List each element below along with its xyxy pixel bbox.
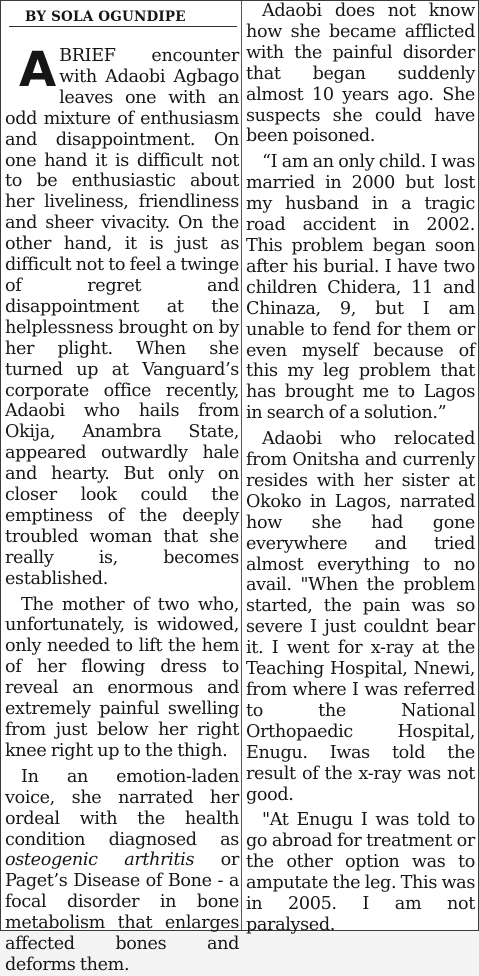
paragraph-3-text-b: or Paget’s Disease of Bone - a focal disorder in bone metabolism that enlarges affected bones and deforms them. xyxy=(5,850,239,975)
paragraph-5: “I am an only child. I was married in 2000 but lost my husband in a tragic road accident in 2002. This problem began soon after his burial. I have two children Chidera, 11 and Chinaza, 9, but I am unable to fend for them or even myself because of this my leg problem that has brought me to Lagos in search of a solution.” xyxy=(246,152,475,424)
lede-paragraph xyxy=(5,42,239,590)
paragraph-6: Adaobi who relocated from Onitsha and currenly resides with her sister at Okoko in Lagos, narrated how she had gone everywhere and tried almost everything to no avail. "When the problem started, the pain was so severe I just couldnt bear it. I went for x-ray at the Teaching Hospital, Nnewi, from where I was referred to the National Orthopaedic Hospital, Enugu. Iwas told the result of the x-ray was not good. xyxy=(246,429,475,805)
drop-cap: A xyxy=(19,42,57,98)
paragraph-2: The mother of two who, unfortunately, is widowed, only needed to lift the hem of her flowing dress to reveal an enormous and extremely painful swelling from just below her right knee right up to the thigh. xyxy=(5,594,239,761)
paragraph-3-term: osteogenic arthritis xyxy=(5,850,195,871)
paragraph-3-text-a: In an emotion-laden voice, she narrated her ordeal with the health condition diagnosed as xyxy=(5,766,239,850)
byline: BY SOLA OGUNDIPE xyxy=(25,9,186,25)
paragraph-4: Adaobi does not know how she became afflicted with the painful disorder that began suddenly almost 10 years ago. She suspects she could have been poisoned. xyxy=(246,1,475,147)
column-divider xyxy=(241,1,242,930)
article-column-left xyxy=(5,1,239,975)
article-column-right xyxy=(246,1,475,935)
paragraph-7: "At Enugu I was told to go abroad for treatment or the other option was to amputate the leg. This was in 2005. I am not paralysed. xyxy=(246,810,475,935)
lede-text: BRIEF encounter with Adaobi Agbago leaves one with an odd mixture of enthusiasm and disappointment. On one hand it is difficult not to be enthusiastic about her liveliness, friendliness and sheer vivacity. On the other hand, it is just as difficult not to feel a twinge of regret and disappointment at the helplessness brought on by her plight. When she turned up at Vanguard’s corporate office recently, Adaobi who hails from Okija, Anambra State, appeared outwardly hale and hearty. But only on closer look could the emptiness of the deeply troubled woman that she really is, becomes established. xyxy=(5,46,239,589)
paragraph-3 xyxy=(5,767,239,976)
